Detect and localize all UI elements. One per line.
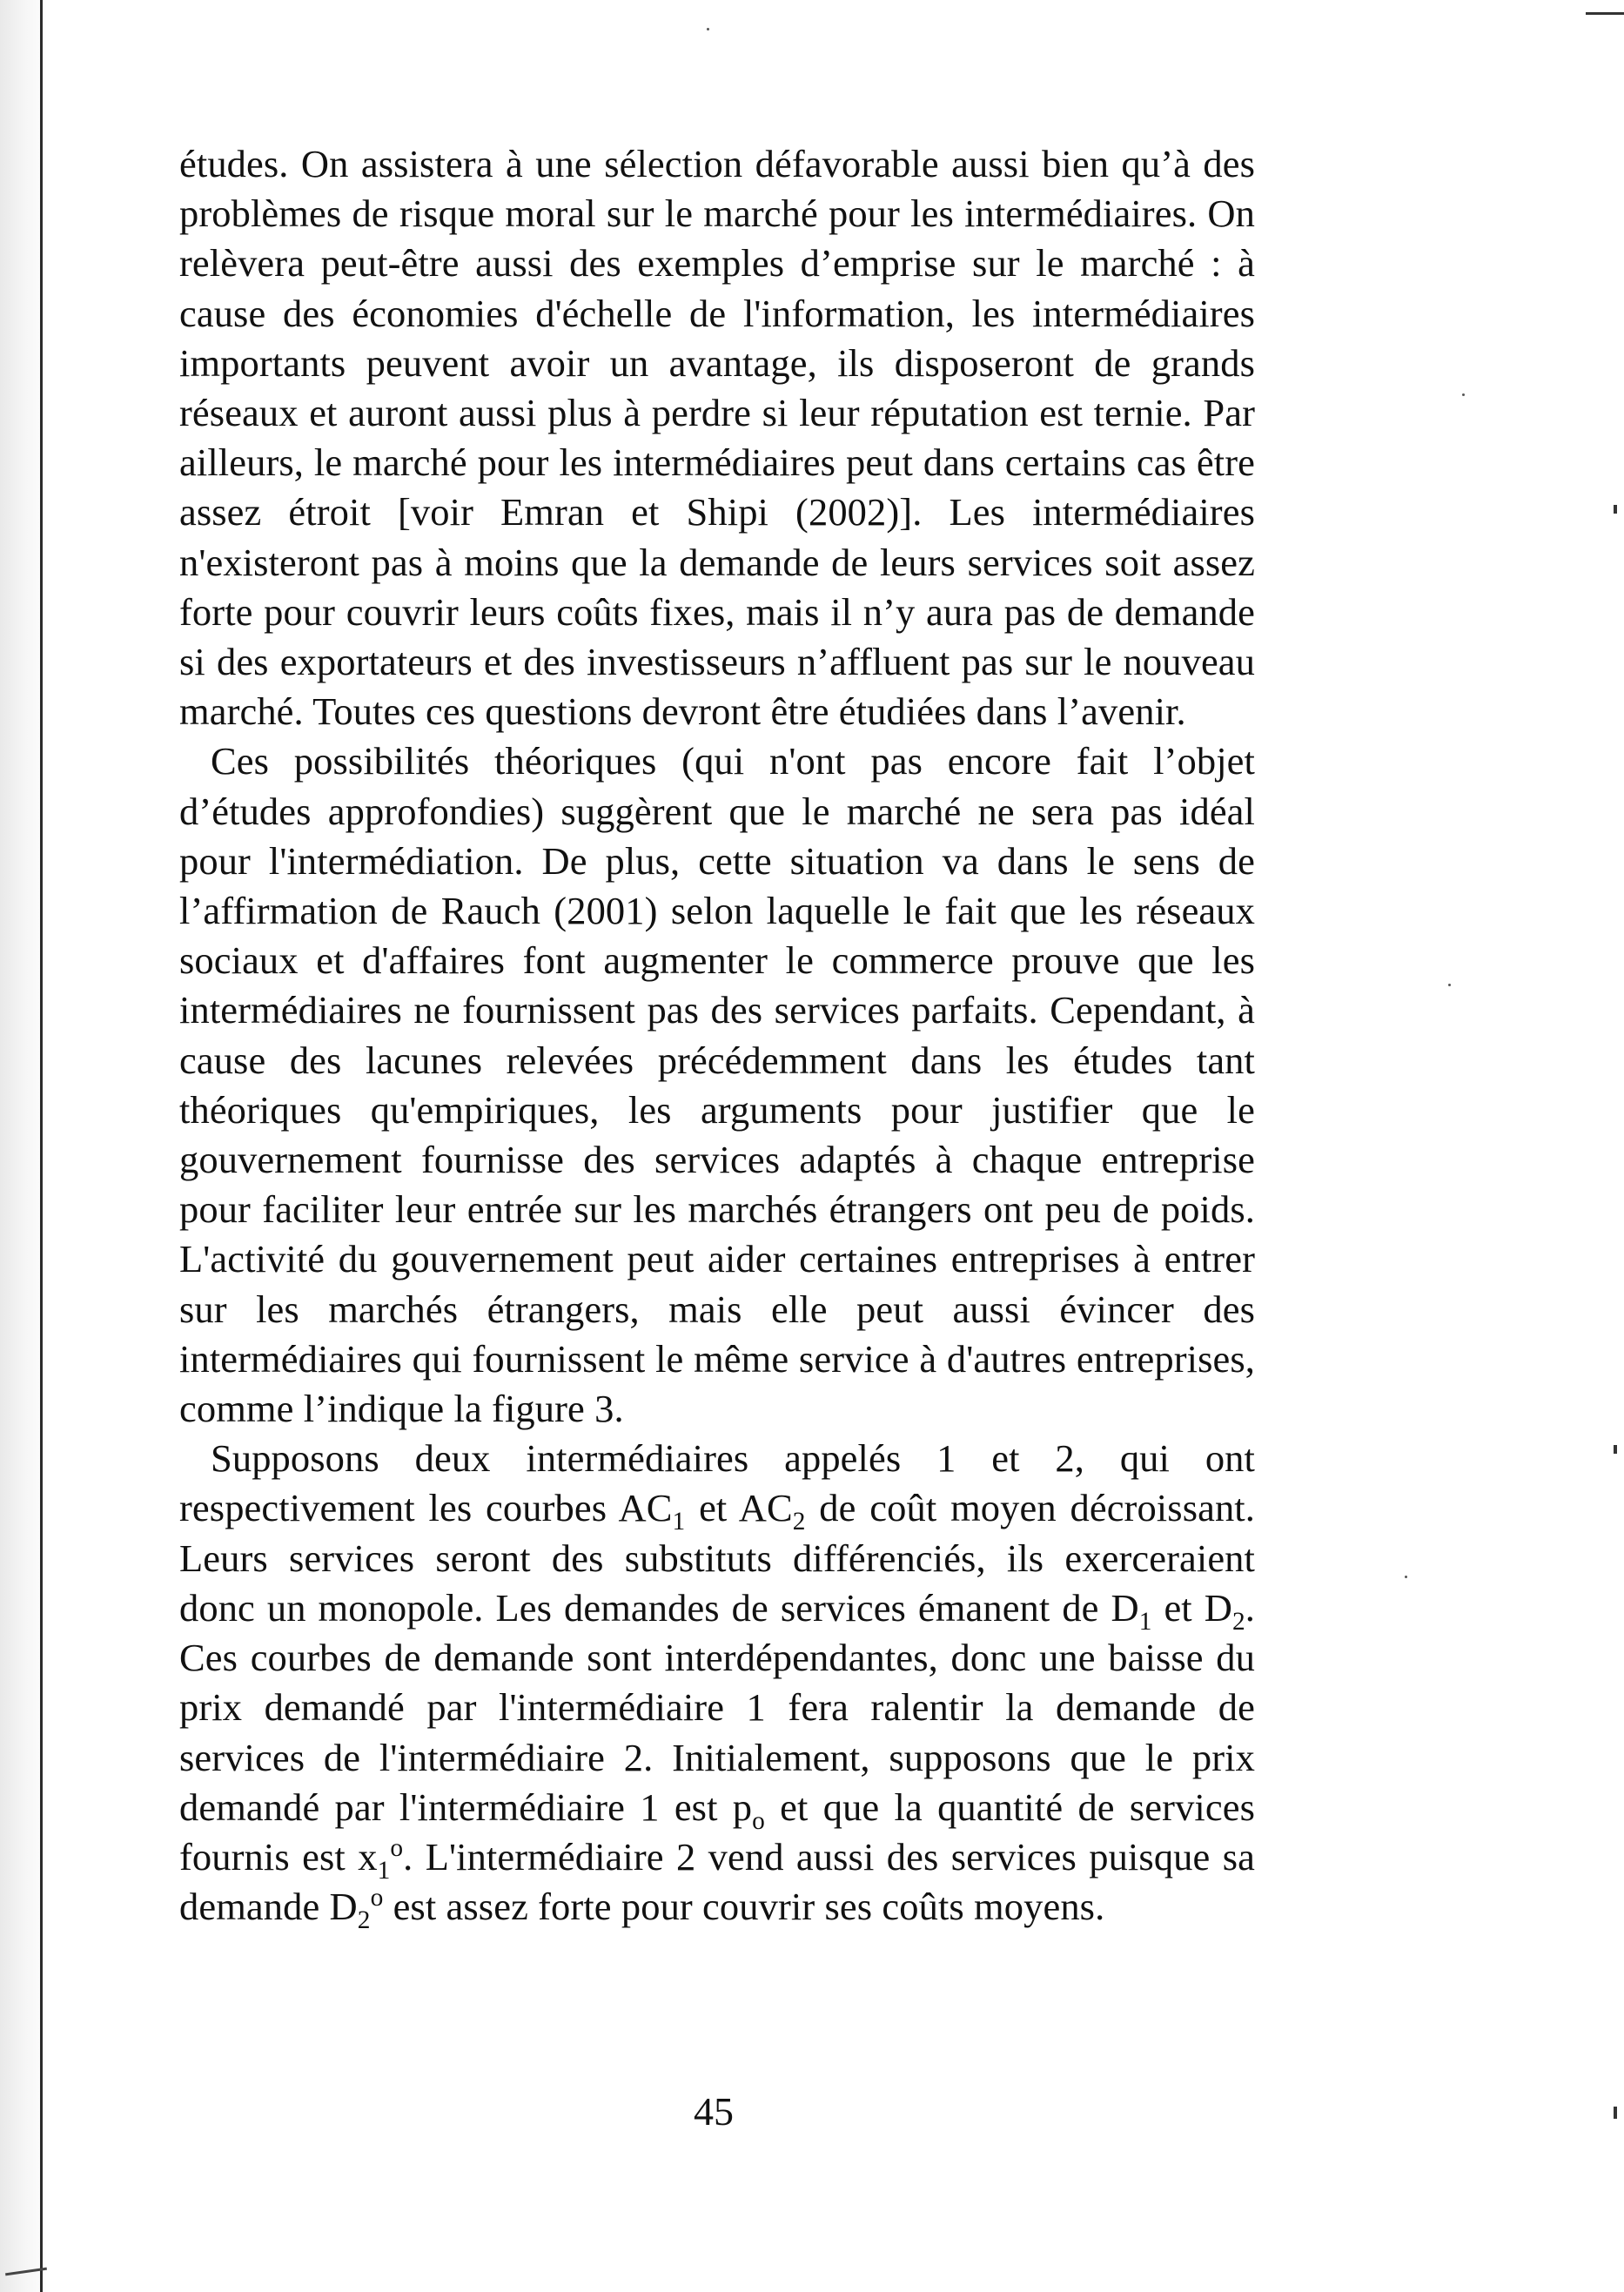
subscript: 2 [357,1906,371,1934]
subscript: 1 [672,1508,686,1536]
subscript: 1 [1138,1607,1152,1636]
scan-left-margin-shadow [0,0,50,2292]
subscript: 2 [1231,1607,1245,1636]
scan-edge-mark [1614,1445,1617,1454]
book-spine-edge [40,0,43,2292]
superscript: o [390,1834,404,1863]
scan-speck [1448,984,1451,986]
page-number: 45 [694,2089,734,2134]
paragraph: Supposons deux intermédiaires appelés 1 et 2, qui ont respectivement les courbes $AC_1$ et $AC_2$ de coût moyen décroissant. Leurs services seront des substituts différenciés, ils exerceraient donc un monopole. Les demandes de services émanent de $D_1$ et $D_2$. Ces courbes de demande sont interdépendantes, donc une baisse du prix demandé par l'intermédiaire 1 fera ralentir la demande de services de l'intermédiaire 2. Initialement, supposons que le prix demandé par l'intermédiaire 1 est $p_o$ et que la quantité de services fournis est $x_1^o$. L'intermédiaire 2 vend aussi des services puisque sa demande $D_2^o$ est assez forte pour couvrir ses coûts moyens. [179,1436,1256,1934]
subscript: 2 [792,1508,806,1536]
scan-speck [1405,1576,1407,1578]
subscript: o [752,1806,765,1835]
superscript: o [370,1884,384,1912]
scan-edge-mark [1614,505,1617,514]
body-text [179,139,1255,1932]
paragraph: études. On assistera à une sélection défavorable aussi bien qu’à des problèmes de risque moral sur le marché pour les intermédiaires. On relèvera peut-être aussi des exemples d’emprise sur le marché : à cause des économies d'échelle de l'information, les intermédiaires importants peuvent avoir un avantage, ils disposeront de grands réseaux et auront aussi plus à perdre si leur réputation est ternie. Par ailleurs, le marché pour les intermédiaires peut dans certains cas être assez étroit [voir Emran et Shipi (2002)]. Les intermédiaires n'existeront pas à moins que la demande de leurs services soit assez forte pour couvrir leurs coûts fixes, mais il n’y aura pas de demande si des exportateurs et des investisseurs n’affluent pas sur le nouveau marché. Toutes ces questions devront être étudiées dans l’avenir. [179,142,1255,734]
scan-speck [707,28,709,30]
scan-right-top-edge [1586,0,1624,15]
scan-speck [1462,393,1465,396]
paragraph: Ces possibilités théoriques (qui n'ont pas encore fait l’objet d’études approfondies) suggèrent que le marché ne sera pas idéal pour l'intermédiation. De plus, cette situation va dans le sens de l’affirmation de Rauch (2001) selon laquelle le fait que les réseaux sociaux et d'affaires font augmenter le commerce prouve que les intermédiaires ne fournissent pas des services parfaits. Cependant, à cause des lacunes relevées précédemment dans les études tant théoriques qu'empiriques, les arguments pour justifier que le gouvernement fournisse des services adaptés à chaque entreprise pour faciliter leur entrée sur les marchés étrangers ont peu de poids. L'activité du gouvernement peut aider certaines entreprises à entrer sur les marchés étrangers, mais elle peut aussi évincer des intermédiaires qui fournissent le même service à d'autres entreprises, comme l’indique la figure 3. [179,739,1255,1431]
subscript: 1 [377,1856,391,1885]
scan-edge-mark [1614,2107,1617,2119]
